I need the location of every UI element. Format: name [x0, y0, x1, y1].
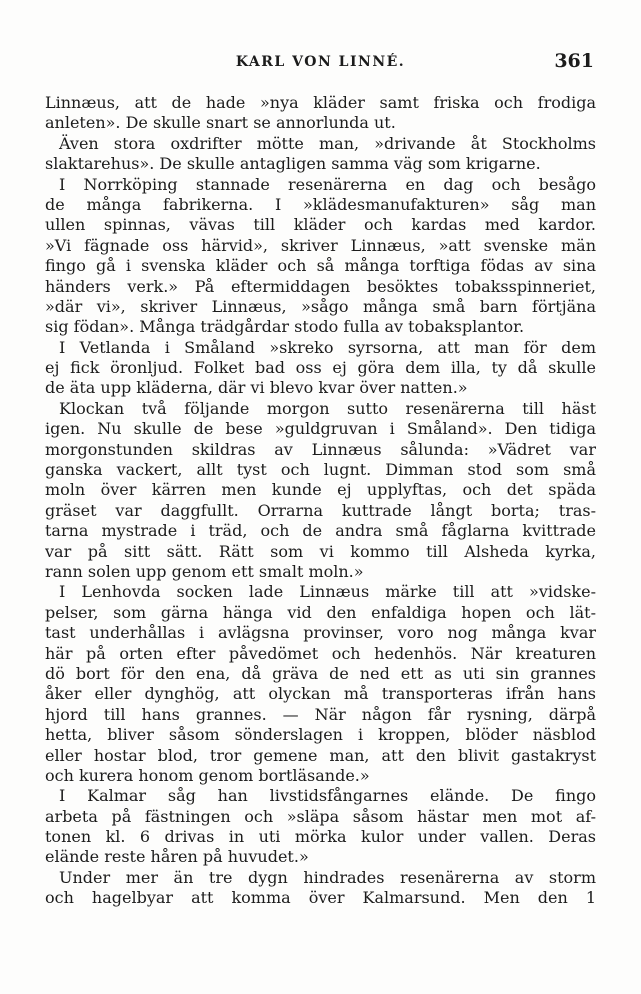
page-number: 361 — [554, 50, 594, 72]
text-line: Även stora oxdrifter mötte man, »drivande åt Stockholms — [59, 133, 596, 153]
text-line: slaktarehus». De skulle antagligen samma väg som krigarne. — [45, 154, 541, 174]
text-line: var på sitt sätt. Rätt som vi kommo till Alsheda kyrka, — [45, 541, 596, 561]
text-line: tarna mystrade i träd, och de andra små fåglarna kvittrade — [45, 521, 596, 541]
text-line: ullen spinnas, vävas till kläder och kardas med kardor. — [45, 215, 596, 235]
text-line: I Norrköping stannade resenärerna en dag och besågo — [59, 174, 596, 194]
text-line: tonen kl. 6 drivas in uti mörka kulor under vallen. Deras — [45, 827, 596, 847]
text-line: och kurera honom genom bortläsande.» — [45, 765, 370, 785]
text-line: tast underhållas i avlägsna provinser, voro nog många kvar — [45, 623, 596, 643]
running-title: KARL VON LINNÉ. — [235, 54, 406, 70]
text-line: hjord till hans grannes. — När någon får rysning, därpå — [45, 704, 596, 724]
text-line: I Lenhovda socken lade Linnæus märke till att »vidske- — [59, 582, 596, 602]
text-line: sig födan». Många trädgårdar stodo fulla av tobaksplantor. — [45, 317, 525, 337]
body-text — [45, 93, 596, 909]
text-line: händers verk.» På eftermiddagen besöktes tobaksspinneriet, — [45, 276, 596, 296]
text-line: Under mer än tre dygn hindrades resenärerna av storm — [59, 867, 596, 887]
text-line: dö bort för den ena, då gräva de ned ett as uti sin grannes — [45, 663, 596, 683]
text-line: gräset var daggfullt. Orrarna kuttrade långt borta; tras- — [45, 500, 596, 520]
text-line: ganska vackert, allt tyst och lugnt. Dimman stod som små — [45, 460, 596, 480]
text-line: anleten». De skulle snart se annorlunda ut. — [45, 113, 396, 133]
text-line: Linnæus, att de hade »nya kläder samt friska och frodiga — [45, 93, 596, 112]
text-line: de äta upp kläderna, där vi blevo kvar över natten.» — [45, 378, 468, 398]
text-line: ej fick öronljud. Folket bad oss ej göra dem illa, ty då skulle — [45, 358, 596, 378]
text-line: I Vetlanda i Småland »skreko syrsorna, att man för dem — [59, 337, 596, 357]
text-line: elände reste håren på huvudet.» — [45, 847, 309, 867]
text-line: och hagelbyar att komma över Kalmarsund. Men den 1 — [45, 888, 596, 908]
text-line: fingo gå i svenska kläder och så många torftiga födas av sina — [45, 256, 596, 276]
text-line: »Vi fägnade oss härvid», skriver Linnæus, »att svenske män — [45, 235, 596, 255]
text-line: arbeta på fästningen och »släpa såsom hästar men mot af- — [45, 806, 596, 826]
text-line: morgonstunden skildras av Linnæus sålunda: »Vädret var — [45, 439, 596, 459]
text-line: Klockan två följande morgon sutto resenärerna till häst — [59, 398, 596, 418]
text-line: »där vi», skriver Linnæus, »sågo många små barn förtjäna — [45, 296, 596, 316]
text-line: moln över kärren men kunde ej upplyftas, och det späda — [45, 480, 596, 500]
text-line: rann solen upp genom ett smalt moln.» — [45, 561, 364, 581]
running-header — [45, 50, 596, 76]
text-line: åker eller dynghög, att olyckan må transporteras ifrån hans — [45, 684, 596, 704]
text-line: de många fabrikerna. I »klädesmanufakturen» såg man — [45, 194, 596, 214]
text-line: igen. Nu skulle de bese »guldgruvan i Småland». Den tidiga — [45, 419, 596, 439]
text-line: här på orten efter påvedömet och hedenhös. När kreaturen — [45, 643, 596, 663]
text-line: I Kalmar såg han livstidsfångarnes elände. De fingo — [59, 786, 596, 806]
text-line: hetta, bliver såsom sönderslagen i kroppen, blöder näsblod — [45, 725, 596, 745]
text-line: eller hostar blod, tror gemene man, att den blivit gastakryst — [45, 745, 596, 765]
text-line: pelser, som gärna hänga vid den enfaldiga hopen och lät- — [45, 602, 596, 622]
